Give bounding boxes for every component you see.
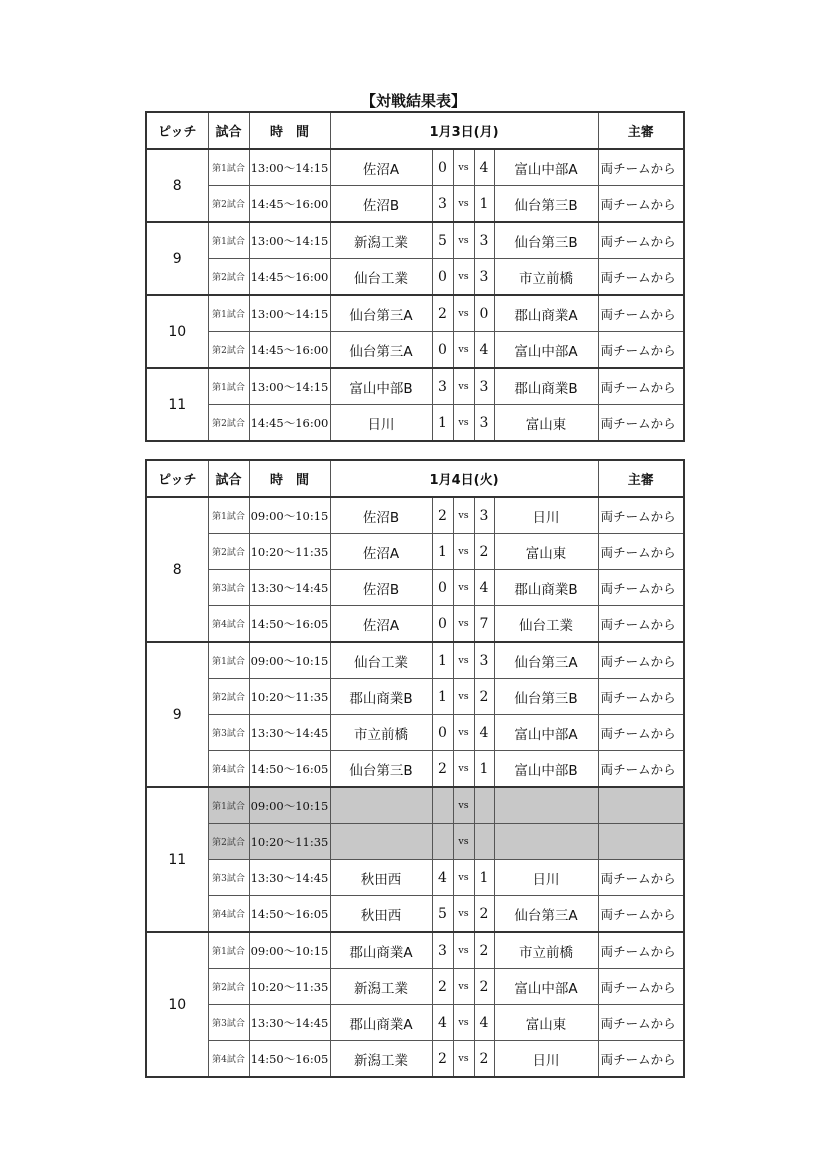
score-b: 4	[474, 332, 494, 369]
team-a: 仙台第三A	[330, 332, 432, 369]
score-b: 1	[474, 186, 494, 223]
team-a: 仙台第三A	[330, 295, 432, 332]
vs-label: vs	[453, 186, 474, 223]
score-a: 5	[432, 896, 453, 933]
header-row	[146, 112, 684, 149]
team-b: 仙台第三B	[494, 222, 598, 259]
team-a: 富山中部B	[330, 368, 432, 405]
team-b: 日川	[494, 497, 598, 534]
match-row	[146, 751, 684, 788]
game-label: 第1試合	[208, 149, 249, 186]
vs-label: vs	[453, 715, 474, 751]
team-b: 郡山商業B	[494, 570, 598, 606]
team-a: 郡山商業A	[330, 1005, 432, 1041]
score-b: 2	[474, 534, 494, 570]
team-b: 郡山商業B	[494, 368, 598, 405]
referee: 両チームから	[598, 368, 684, 405]
match-time: 09:00～10:15	[249, 642, 330, 679]
vs-label: vs	[453, 405, 474, 442]
match-time: 10:20～11:35	[249, 534, 330, 570]
game-label: 第4試合	[208, 751, 249, 788]
game-label: 第1試合	[208, 642, 249, 679]
game-label: 第2試合	[208, 405, 249, 442]
match-row	[146, 1041, 684, 1078]
match-time: 09:00～10:15	[249, 497, 330, 534]
team-b	[494, 787, 598, 824]
match-time: 13:00～14:15	[249, 368, 330, 405]
score-b	[474, 824, 494, 860]
score-a: 3	[432, 368, 453, 405]
team-a: 秋田西	[330, 860, 432, 896]
game-label: 第2試合	[208, 679, 249, 715]
score-b: 2	[474, 969, 494, 1005]
match-row	[146, 259, 684, 296]
game-label: 第4試合	[208, 606, 249, 643]
header-pitch: ピッチ	[146, 460, 208, 497]
team-b: 富山東	[494, 405, 598, 442]
game-label: 第2試合	[208, 259, 249, 296]
team-b: 市立前橋	[494, 259, 598, 296]
vs-label: vs	[453, 932, 474, 969]
referee: 両チームから	[598, 405, 684, 442]
team-b: 市立前橋	[494, 932, 598, 969]
score-a: 2	[432, 969, 453, 1005]
match-row	[146, 896, 684, 933]
match-row	[146, 368, 684, 405]
score-a: 4	[432, 860, 453, 896]
match-row	[146, 606, 684, 643]
score-a	[432, 787, 453, 824]
pitch-number: 9	[146, 642, 208, 787]
vs-label: vs	[453, 149, 474, 186]
vs-label: vs	[453, 751, 474, 788]
team-a: 日川	[330, 405, 432, 442]
score-a: 3	[432, 932, 453, 969]
score-a: 1	[432, 679, 453, 715]
referee: 両チームから	[598, 896, 684, 933]
vs-label: vs	[453, 606, 474, 643]
game-label: 第2試合	[208, 186, 249, 223]
vs-label: vs	[453, 1041, 474, 1078]
game-label: 第2試合	[208, 969, 249, 1005]
game-label: 第1試合	[208, 295, 249, 332]
referee: 両チームから	[598, 715, 684, 751]
match-time: 10:20～11:35	[249, 824, 330, 860]
referee: 両チームから	[598, 570, 684, 606]
vs-label: vs	[453, 222, 474, 259]
match-time: 10:20～11:35	[249, 679, 330, 715]
score-b: 3	[474, 368, 494, 405]
game-label: 第2試合	[208, 824, 249, 860]
team-a: 仙台工業	[330, 259, 432, 296]
match-row	[146, 787, 684, 824]
header-date: 1月3日(月)	[330, 112, 598, 149]
referee: 両チームから	[598, 860, 684, 896]
match-time: 14:50～16:05	[249, 751, 330, 788]
vs-label: vs	[453, 896, 474, 933]
team-b: 日川	[494, 1041, 598, 1078]
game-label: 第4試合	[208, 1041, 249, 1078]
game-label: 第1試合	[208, 787, 249, 824]
vs-label: vs	[453, 368, 474, 405]
team-b	[494, 824, 598, 860]
score-a	[432, 824, 453, 860]
referee: 両チームから	[598, 534, 684, 570]
score-a: 1	[432, 534, 453, 570]
game-label: 第1試合	[208, 222, 249, 259]
score-b: 2	[474, 679, 494, 715]
match-time: 13:00～14:15	[249, 149, 330, 186]
pitch-number: 10	[146, 295, 208, 368]
vs-label: vs	[453, 259, 474, 296]
team-a: 佐沼B	[330, 497, 432, 534]
referee: 両チームから	[598, 751, 684, 788]
match-time: 09:00～10:15	[249, 932, 330, 969]
team-b: 富山東	[494, 534, 598, 570]
score-b: 0	[474, 295, 494, 332]
vs-label: vs	[453, 787, 474, 824]
results-table-jan3	[145, 111, 685, 442]
game-label: 第1試合	[208, 368, 249, 405]
vs-label: vs	[453, 295, 474, 332]
match-row	[146, 534, 684, 570]
vs-label: vs	[453, 570, 474, 606]
referee: 両チームから	[598, 332, 684, 369]
team-b: 仙台第三A	[494, 642, 598, 679]
team-b: 富山中部A	[494, 332, 598, 369]
score-b: 4	[474, 570, 494, 606]
team-b: 日川	[494, 860, 598, 896]
referee: 両チームから	[598, 295, 684, 332]
pitch-number: 9	[146, 222, 208, 295]
score-b: 4	[474, 1005, 494, 1041]
match-time: 14:45～16:00	[249, 186, 330, 223]
header-game: 試合	[208, 112, 249, 149]
match-time: 13:30～14:45	[249, 570, 330, 606]
referee: 両チームから	[598, 259, 684, 296]
pitch-number: 10	[146, 932, 208, 1077]
team-a: 市立前橋	[330, 715, 432, 751]
match-time: 14:50～16:05	[249, 896, 330, 933]
team-b: 仙台工業	[494, 606, 598, 643]
header-time: 時 間	[249, 460, 330, 497]
team-a: 郡山商業B	[330, 679, 432, 715]
score-a: 4	[432, 1005, 453, 1041]
vs-label: vs	[453, 824, 474, 860]
referee: 両チームから	[598, 932, 684, 969]
header-date: 1月4日(火)	[330, 460, 598, 497]
score-b: 2	[474, 896, 494, 933]
match-time: 13:00～14:15	[249, 222, 330, 259]
referee: 両チームから	[598, 969, 684, 1005]
score-a: 2	[432, 1041, 453, 1078]
team-a: 佐沼A	[330, 534, 432, 570]
referee: 両チームから	[598, 1041, 684, 1078]
score-a: 3	[432, 186, 453, 223]
score-b: 3	[474, 642, 494, 679]
score-b: 4	[474, 149, 494, 186]
match-row	[146, 679, 684, 715]
score-b: 1	[474, 860, 494, 896]
team-a: 佐沼A	[330, 606, 432, 643]
match-time: 14:50～16:05	[249, 606, 330, 643]
match-row	[146, 149, 684, 186]
vs-label: vs	[453, 1005, 474, 1041]
score-a: 5	[432, 222, 453, 259]
match-row	[146, 570, 684, 606]
team-a: 佐沼B	[330, 186, 432, 223]
score-b: 4	[474, 715, 494, 751]
vs-label: vs	[453, 534, 474, 570]
referee: 両チームから	[598, 497, 684, 534]
team-a: 新潟工業	[330, 222, 432, 259]
referee: 両チームから	[598, 222, 684, 259]
page-title: 【対戦結果表】	[360, 92, 466, 110]
match-row	[146, 969, 684, 1005]
referee: 両チームから	[598, 606, 684, 643]
team-a: 佐沼A	[330, 149, 432, 186]
score-a: 0	[432, 149, 453, 186]
score-b: 2	[474, 1041, 494, 1078]
score-a: 0	[432, 715, 453, 751]
referee: 両チームから	[598, 1005, 684, 1041]
game-label: 第3試合	[208, 1005, 249, 1041]
match-row	[146, 715, 684, 751]
header-referee: 主審	[598, 460, 684, 497]
pitch-number: 11	[146, 368, 208, 441]
game-label: 第3試合	[208, 570, 249, 606]
team-a: 仙台工業	[330, 642, 432, 679]
score-a: 0	[432, 570, 453, 606]
vs-label: vs	[453, 860, 474, 896]
header-pitch: ピッチ	[146, 112, 208, 149]
vs-label: vs	[453, 497, 474, 534]
team-a: 秋田西	[330, 896, 432, 933]
match-time: 13:00～14:15	[249, 295, 330, 332]
referee	[598, 824, 684, 860]
header-game: 試合	[208, 460, 249, 497]
score-b: 3	[474, 259, 494, 296]
team-b: 富山中部B	[494, 751, 598, 788]
score-a: 2	[432, 497, 453, 534]
vs-label: vs	[453, 642, 474, 679]
score-b: 7	[474, 606, 494, 643]
team-a: 佐沼B	[330, 570, 432, 606]
match-time: 14:45～16:00	[249, 405, 330, 442]
score-a: 1	[432, 642, 453, 679]
score-b: 3	[474, 222, 494, 259]
team-a	[330, 787, 432, 824]
team-b: 富山東	[494, 1005, 598, 1041]
team-a: 仙台第三B	[330, 751, 432, 788]
match-time: 09:00～10:15	[249, 787, 330, 824]
match-time: 10:20～11:35	[249, 969, 330, 1005]
vs-label: vs	[453, 332, 474, 369]
match-row	[146, 186, 684, 223]
pitch-number: 11	[146, 787, 208, 932]
header-row	[146, 460, 684, 497]
match-row	[146, 1005, 684, 1041]
team-b: 郡山商業A	[494, 295, 598, 332]
game-label: 第4試合	[208, 896, 249, 933]
game-label: 第3試合	[208, 715, 249, 751]
match-row	[146, 932, 684, 969]
referee: 両チームから	[598, 149, 684, 186]
match-row	[146, 295, 684, 332]
score-a: 2	[432, 295, 453, 332]
game-label: 第2試合	[208, 534, 249, 570]
match-row	[146, 824, 684, 860]
team-a: 新潟工業	[330, 969, 432, 1005]
game-label: 第1試合	[208, 932, 249, 969]
referee	[598, 787, 684, 824]
team-b: 仙台第三B	[494, 679, 598, 715]
match-time: 14:45～16:00	[249, 259, 330, 296]
match-row	[146, 222, 684, 259]
header-time: 時 間	[249, 112, 330, 149]
score-b: 3	[474, 497, 494, 534]
team-a: 新潟工業	[330, 1041, 432, 1078]
match-row	[146, 405, 684, 442]
team-a	[330, 824, 432, 860]
match-time: 14:45～16:00	[249, 332, 330, 369]
match-row	[146, 497, 684, 534]
score-b: 3	[474, 405, 494, 442]
referee: 両チームから	[598, 679, 684, 715]
match-time: 14:50～16:05	[249, 1041, 330, 1078]
referee: 両チームから	[598, 186, 684, 223]
pitch-number: 8	[146, 149, 208, 222]
pitch-number: 8	[146, 497, 208, 642]
match-row	[146, 642, 684, 679]
team-a: 郡山商業A	[330, 932, 432, 969]
match-time: 13:30～14:45	[249, 860, 330, 896]
score-a: 0	[432, 259, 453, 296]
score-a: 0	[432, 606, 453, 643]
header-referee: 主審	[598, 112, 684, 149]
match-time: 13:30～14:45	[249, 715, 330, 751]
game-label: 第3試合	[208, 860, 249, 896]
score-b: 2	[474, 932, 494, 969]
vs-label: vs	[453, 969, 474, 1005]
team-b: 富山中部A	[494, 149, 598, 186]
score-b: 1	[474, 751, 494, 788]
results-table-jan4	[145, 459, 685, 1078]
game-label: 第1試合	[208, 497, 249, 534]
match-row	[146, 860, 684, 896]
score-a: 1	[432, 405, 453, 442]
match-row	[146, 332, 684, 369]
score-a: 2	[432, 751, 453, 788]
referee: 両チームから	[598, 642, 684, 679]
team-b: 仙台第三B	[494, 186, 598, 223]
vs-label: vs	[453, 679, 474, 715]
team-b: 仙台第三A	[494, 896, 598, 933]
game-label: 第2試合	[208, 332, 249, 369]
score-b	[474, 787, 494, 824]
score-a: 0	[432, 332, 453, 369]
team-b: 富山中部A	[494, 715, 598, 751]
team-b: 富山中部A	[494, 969, 598, 1005]
match-time: 13:30～14:45	[249, 1005, 330, 1041]
